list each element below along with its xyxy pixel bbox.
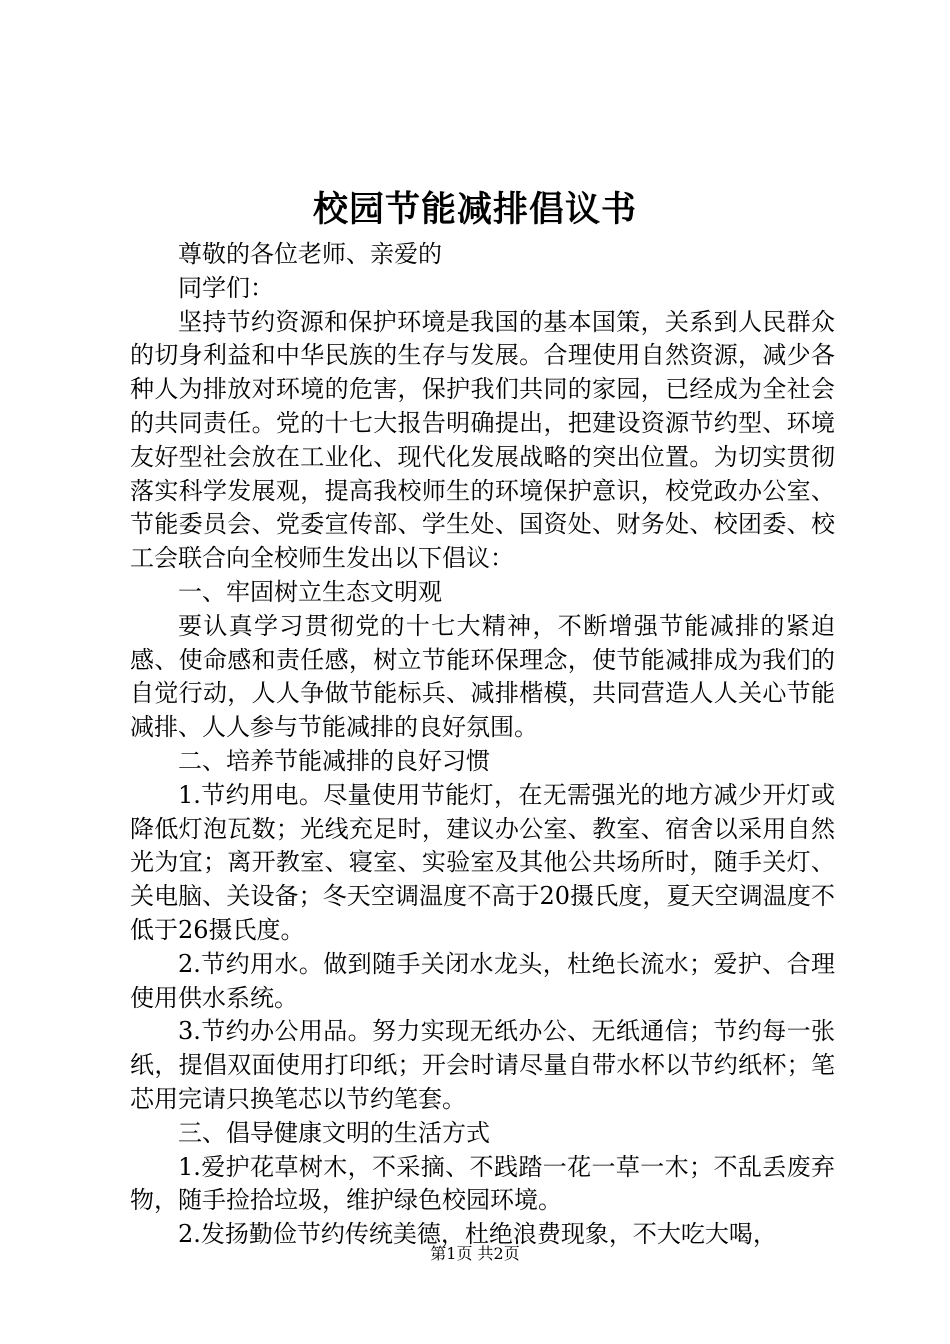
document-body xyxy=(130,238,835,1252)
intro-paragraph: 坚持节约资源和保护环境是我国的基本国策，关系到人民群众的切身利益和中华民族的生存与发展。合理使用自然资源，减少各种人为排放对环境的危害，保护我们共同的家园，已经成为全社会的共同责任。党的十七大报告明确提出，把建设资源节约型、环境友好型社会放在工业化、现代化发展战略的突出位置。为切实贯彻落实科学发展观，提高我校师生的环境保护意识，校党政办公室、节能委员会、党委宣传部、学生处、国资处、财务处、校团委、校工会联合向全校师生发出以下倡议： xyxy=(130,307,835,573)
section-2-item-2: 2.节约用水。做到随手关闭水龙头，杜绝长流水；爱护、合理使用供水系统。 xyxy=(130,949,835,1012)
salutation-line-1: 尊敬的各位老师、亲爱的 xyxy=(178,240,442,268)
section-heading-2: 二、培养节能减排的良好习惯 xyxy=(178,746,490,775)
section-3-item-1: 1.爱护花草树木，不采摘、不践踏一花一草一木；不乱丢废弃物，随手捡拾垃圾，维护绿色校园环境。 xyxy=(130,1152,835,1215)
section-3-item-2: 2.发扬勤俭节约传统美德，杜绝浪费现象，不大吃大喝， xyxy=(178,1220,777,1249)
section-heading-1: 一、牢固树立生态文明观 xyxy=(178,577,442,606)
section-1-paragraph: 要认真学习贯彻党的十七大精神，不断增强节能减排的紧迫感、使命感和责任感，树立节能环保理念，使节能减排成为我们的自觉行动，人人争做节能标兵、减排楷模，共同营造人人关心节能减排、人人参与节能减排的良好氛围。 xyxy=(130,611,835,742)
section-2-item-1: 1.节约用电。尽量使用节能灯，在无需强光的地方减少开灯或降低灯泡瓦数；光线充足时，建议办公室、教室、宿舍以采用自然光为宜；离开教室、寝室、实验室及其他公共场所时，随手关灯、关电脑、关设备；冬天空调温度不高于20摄氏度，夏天空调温度不低于26摄氏度。 xyxy=(130,780,835,944)
document-title: 校园节能减排倡议书 xyxy=(312,189,637,230)
salutation-line-2: 同学们： xyxy=(178,273,274,302)
section-heading-3: 三、倡导健康文明的生活方式 xyxy=(178,1118,490,1147)
section-2-item-3: 3.节约办公用品。努力实现无纸办公、无纸通信；节约每一张纸，提倡双面使用打印纸；开会时请尽量自带水杯以节约纸杯；笔芯用完请只换笔芯以节约笔套。 xyxy=(130,1017,835,1113)
page-footer: 第1页 共2页 xyxy=(430,1244,520,1263)
